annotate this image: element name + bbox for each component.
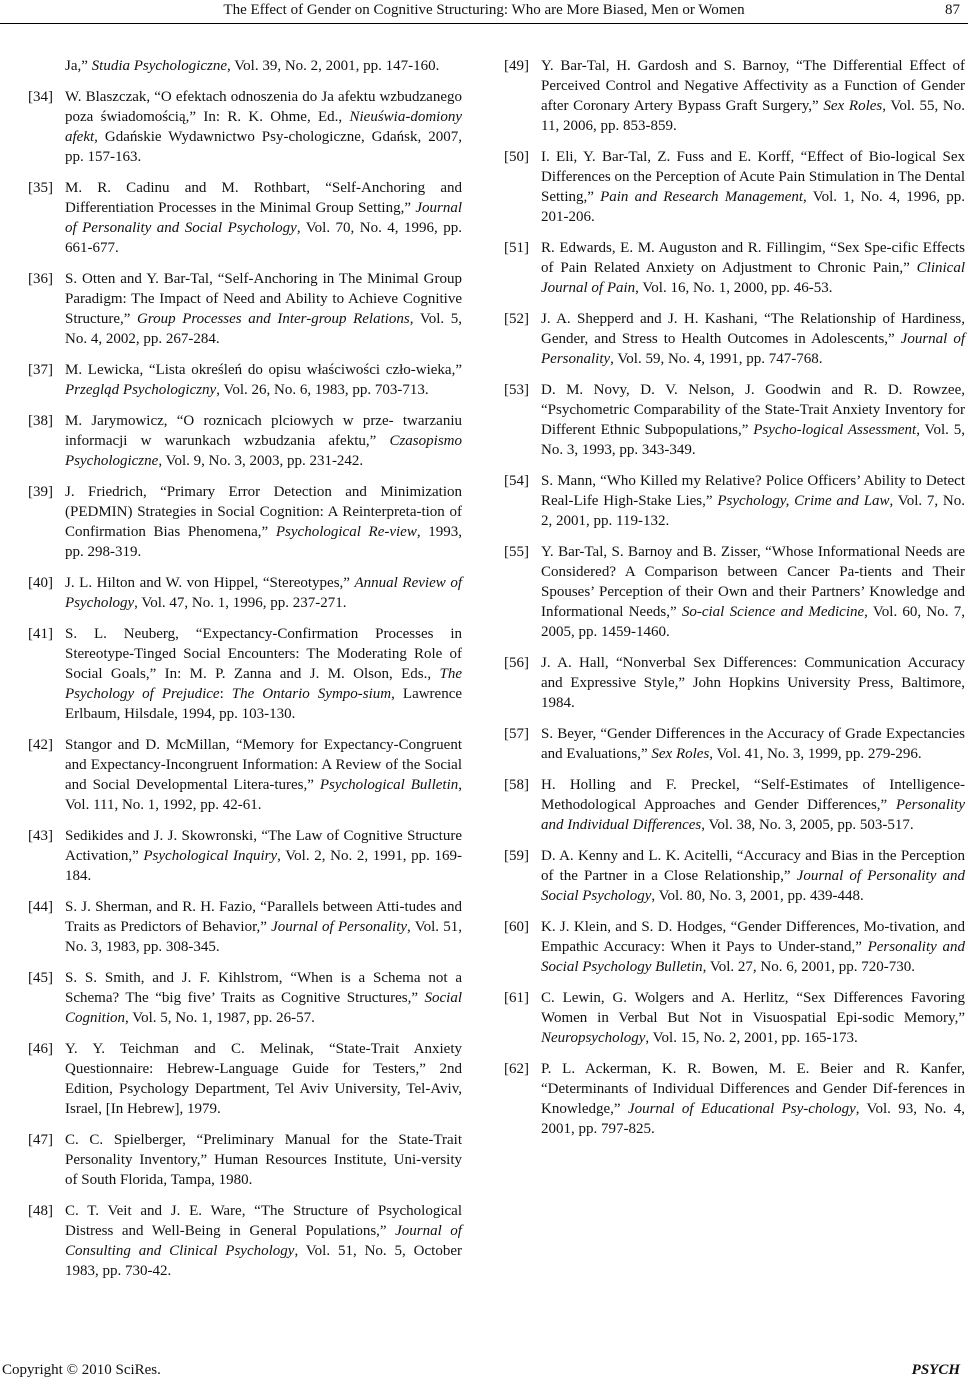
reference-entry <box>504 238 965 298</box>
reference-entry <box>504 380 965 460</box>
reference-entry <box>504 846 965 906</box>
references-right-column <box>504 56 965 1150</box>
reference-number: [53] <box>504 382 529 398</box>
reference-number: [44] <box>28 899 53 915</box>
reference-text: S. S. Smith, and J. F. Kihlstrom, “When is a Schema not a Schema? The “big five’ Traits as Cognitive Structures,” Social Cognition, Vol. 5, No. 1, 1987, pp. 26-57. <box>65 970 462 1026</box>
reference-text: M. Lewicka, “Lista określeń do opisu właściwości czło-wieka,” Przegląd Psychologiczny, Vol. 26, No. 6, 1983, pp. 703-713. <box>65 362 462 398</box>
reference-entry <box>28 411 462 471</box>
reference-text: J. L. Hilton and W. von Hippel, “Stereotypes,” Annual Review of Psychology, Vol. 47, No. 1, 1996, pp. 237-271. <box>65 575 462 611</box>
reference-text: J. A. Hall, “Nonverbal Sex Differences: Communication Accuracy and Expressive Style,” John Hopkins University Press, Baltimore, 1984. <box>541 655 965 711</box>
reference-number: [38] <box>28 413 53 429</box>
reference-entry <box>28 1130 462 1190</box>
reference-entry <box>28 624 462 724</box>
reference-entry <box>28 1201 462 1281</box>
header-rule <box>0 23 968 24</box>
reference-number: [49] <box>504 58 529 74</box>
reference-entry <box>28 482 462 562</box>
reference-number: [43] <box>28 828 53 844</box>
reference-number: [46] <box>28 1041 53 1057</box>
reference-number: [55] <box>504 544 529 560</box>
reference-number: [39] <box>28 484 53 500</box>
reference-number: [36] <box>28 271 53 287</box>
journal-name: PSYCH <box>911 1362 960 1378</box>
reference-entry <box>504 653 965 713</box>
reference-number: [59] <box>504 848 529 864</box>
reference-entry <box>504 471 965 531</box>
reference-text: P. L. Ackerman, K. R. Bowen, M. E. Beier and R. Kanfer, “Determinants of Individual Differences and Gender Dif-ferences in Knowledge,” Journal of Educational Psy-chology, Vol. 93, No. 4, 2001, pp. 797-825. <box>541 1061 965 1137</box>
reference-number: [52] <box>504 311 529 327</box>
reference-entry <box>504 56 965 136</box>
reference-number: [56] <box>504 655 529 671</box>
reference-entry <box>504 775 965 835</box>
reference-number: [47] <box>28 1132 53 1148</box>
reference-entry <box>28 269 462 349</box>
reference-number: [50] <box>504 149 529 165</box>
reference-entry <box>28 178 462 258</box>
reference-text: J. A. Shepperd and J. H. Kashani, “The Relationship of Hardiness, Gender, and Stress to Health Outcomes in Adolescents,” Journal of Personality, Vol. 59, No. 4, 1991, pp. 747-768. <box>541 311 965 367</box>
reference-entry <box>28 968 462 1028</box>
reference-number: [51] <box>504 240 529 256</box>
reference-text: Stangor and D. McMillan, “Memory for Expectancy-Congruent and Expectancy-Incongruent Information: A Review of the Social and Social Developmental Litera-tures,” Psychological Bulletin, Vol. 111, No. 1, 1992, pp. 42-61. <box>65 737 463 813</box>
reference-text: Ja,” Studia Psychologiczne, Vol. 39, No. 2, 2001, pp. 147-160. <box>65 58 440 74</box>
reference-text: C. T. Veit and J. E. Ware, “The Structure of Psychological Distress and Well-Being in General Populations,” Journal of Consulting and Clinical Psychology, Vol. 51, No. 5, October 1983, pp. 730-42. <box>65 1203 462 1279</box>
reference-text: M. Jarymowicz, “O roznicach plciowych w prze- twarzaniu informacji w warunkach wzbudzania afektu,” Czasopismo Psychologiczne, Vol. 9, No. 3, 2003, pp. 231-242. <box>65 413 462 469</box>
references-left-column <box>28 56 462 1292</box>
reference-text: D. A. Kenny and L. K. Acitelli, “Accuracy and Bias in the Perception of the Partner in a Close Relationship,” Journal of Personality and Social Psychology, Vol. 80, No. 3, 2001, pp. 439-448. <box>541 848 965 904</box>
reference-number: [35] <box>28 180 53 196</box>
reference-entry <box>28 573 462 613</box>
reference-number: [34] <box>28 89 53 105</box>
reference-text: S. L. Neuberg, “Expectancy-Confirmation Processes in Stereotype-Tinged Social Encounters: The Moderating Role of Social Goals,” In: M. P. Zanna and J. M. Olson, Eds., The Psychology of Prejudice: The Ontario Sympo-sium, Lawrence Erlbaum, Hilsdale, 1994, pp. 103-130. <box>65 626 463 722</box>
reference-entry <box>28 897 462 957</box>
reference-text: H. Holling and F. Preckel, “Self-Estimates of Intelligence-Methodological Approaches and Gender Differences,” Personality and Individual Differences, Vol. 38, No. 3, 2005, pp. 503-517. <box>541 777 965 833</box>
reference-number: [57] <box>504 726 529 742</box>
reference-number: [42] <box>28 737 53 753</box>
reference-text: Y. Bar-Tal, S. Barnoy and B. Zisser, “Whose Informational Needs are Considered? A Comparison between Cancer Pa-tients and Their Spouses’ Perception of their Own and their Partners’ Knowledge and Informational Needs,” So-cial Science and Medicine, Vol. 60, No. 7, 2005, pp. 1459-1460. <box>541 544 965 640</box>
reference-number: [48] <box>28 1203 53 1219</box>
reference-text: S. J. Sherman, and R. H. Fazio, “Parallels between Atti-tudes and Traits as Predictors of Behavior,” Journal of Personality, Vol. 51, No. 3, 1983, pp. 308-345. <box>65 899 462 955</box>
reference-entry <box>504 724 965 764</box>
reference-entry <box>504 309 965 369</box>
reference-text: C. C. Spielberger, “Preliminary Manual for the State-Trait Personality Inventory,” Human Resources Institute, Uni-versity of South Florida, Tampa, 1980. <box>65 1132 462 1188</box>
reference-text: D. M. Novy, D. V. Nelson, J. Goodwin and R. D. Rowzee, “Psychometric Comparability of the State-Trait Anxiety Inventory for Different Ethnic Subpopulations,” Psycho-logical Assessment, Vol. 5, No. 3, 1993, pp. 343-349. <box>541 382 966 458</box>
reference-number: [61] <box>504 990 529 1006</box>
reference-text: C. Lewin, G. Wolgers and A. Herlitz, “Sex Differences Favoring Women in Verbal But Not in Visuospatial Epi-sodic Memory,” Neuropsychology, Vol. 15, No. 2, 2001, pp. 165-173. <box>541 990 965 1046</box>
reference-text: Sedikides and J. J. Skowronski, “The Law of Cognitive Structure Activation,” Psychological Inquiry, Vol. 2, No. 2, 1991, pp. 169-184. <box>65 828 463 884</box>
reference-entry <box>504 1059 965 1139</box>
reference-number: [45] <box>28 970 53 986</box>
reference-entry <box>28 56 462 76</box>
page-number: 87 <box>945 2 960 18</box>
reference-text: S. Mann, “Who Killed my Relative? Police Officers’ Ability to Detect Real-Life High-Stake Lies,” Psychology, Crime and Law, Vol. 7, No. 2, 2001, pp. 119-132. <box>541 473 965 529</box>
reference-entry <box>504 147 965 227</box>
reference-text: S. Beyer, “Gender Differences in the Accuracy of Grade Expectancies and Evaluations,” Sex Roles, Vol. 41, No. 3, 1999, pp. 279-296. <box>541 726 965 762</box>
reference-text: Y. Y. Teichman and C. Melinak, “State-Trait Anxiety Questionnaire: Hebrew-Language Guide for Testers,” 2nd Edition, Psychology Department, Tel Aviv University, Tel-Aviv, Israel, [In Hebrew], 1979. <box>65 1041 462 1117</box>
reference-number: [62] <box>504 1061 529 1077</box>
reference-entry <box>28 87 462 167</box>
reference-text: W. Blaszczak, “O efektach odnoszenia do Ja afektu wzbudzanego poza świadomością,” In: R. K. Ohme, Ed., Nieuświa-domiony afekt, Gdańskie Wydawnictwo Psy-chologiczne, Gdańsk, 2007, pp. 157-163. <box>65 89 462 165</box>
reference-entry <box>28 1039 462 1119</box>
reference-text: K. J. Klein, and S. D. Hodges, “Gender Differences, Mo-tivation, and Empathic Accuracy: When it Pays to Under-stand,” Personality and Social Psychology Bulletin, Vol. 27, No. 6, 2001, pp. 720-730. <box>541 919 966 975</box>
reference-text: S. Otten and Y. Bar-Tal, “Self-Anchoring in The Minimal Group Paradigm: The Impact of Need and Ability to Achieve Cognitive Structure,” Group Processes and Inter-group Relations, Vol. 5, No. 4, 2002, pp. 267-284. <box>65 271 463 347</box>
reference-text: M. R. Cadinu and M. Rothbart, “Self-Anchoring and Differentiation Processes in the Minimal Group Setting,” Journal of Personality and Social Psychology, Vol. 70, No. 4, 1996, pp. 661-677. <box>65 180 462 256</box>
reference-text: Y. Bar-Tal, H. Gardosh and S. Barnoy, “The Differential Effect of Perceived Control and Negative Affectivity as a Function of Gender after Coronary Artery Bypass Graft Surgery,” Sex Roles, Vol. 55, No. 11, 2006, pp. 853-859. <box>541 58 965 134</box>
reference-entry <box>504 542 965 642</box>
reference-number: [60] <box>504 919 529 935</box>
reference-number: [58] <box>504 777 529 793</box>
copyright-notice: Copyright © 2010 SciRes. <box>2 1362 161 1378</box>
reference-entry <box>28 360 462 400</box>
reference-text: I. Eli, Y. Bar-Tal, Z. Fuss and E. Korff, “Effect of Bio-logical Sex Differences on the Perception of Acute Pain Stimulation in The Dental Setting,” Pain and Research Management, Vol. 1, No. 4, 1996, pp. 201-206. <box>541 149 965 225</box>
reference-entry <box>504 917 965 977</box>
reference-number: [37] <box>28 362 53 378</box>
reference-text: J. Friedrich, “Primary Error Detection and Minimization (PEDMIN) Strategies in Social Cognition: A Reinterpreta-tion of Confirmation Bias Phenomena,” Psychological Re-view, 1993, pp. 298-319. <box>65 484 463 560</box>
reference-number: [40] <box>28 575 53 591</box>
reference-number: [54] <box>504 473 529 489</box>
reference-entry <box>28 735 462 815</box>
reference-text: R. Edwards, E. M. Auguston and R. Fillingim, “Sex Spe-cific Effects of Pain Related Anxiety on Adjustment to Chronic Pain,” Clinical Journal of Pain, Vol. 16, No. 1, 2000, pp. 46-53. <box>541 240 965 296</box>
reference-number: [41] <box>28 626 53 642</box>
reference-entry <box>504 988 965 1048</box>
running-title: The Effect of Gender on Cognitive Structuring: Who are More Biased, Men or Women <box>223 2 745 18</box>
reference-entry <box>28 826 462 886</box>
